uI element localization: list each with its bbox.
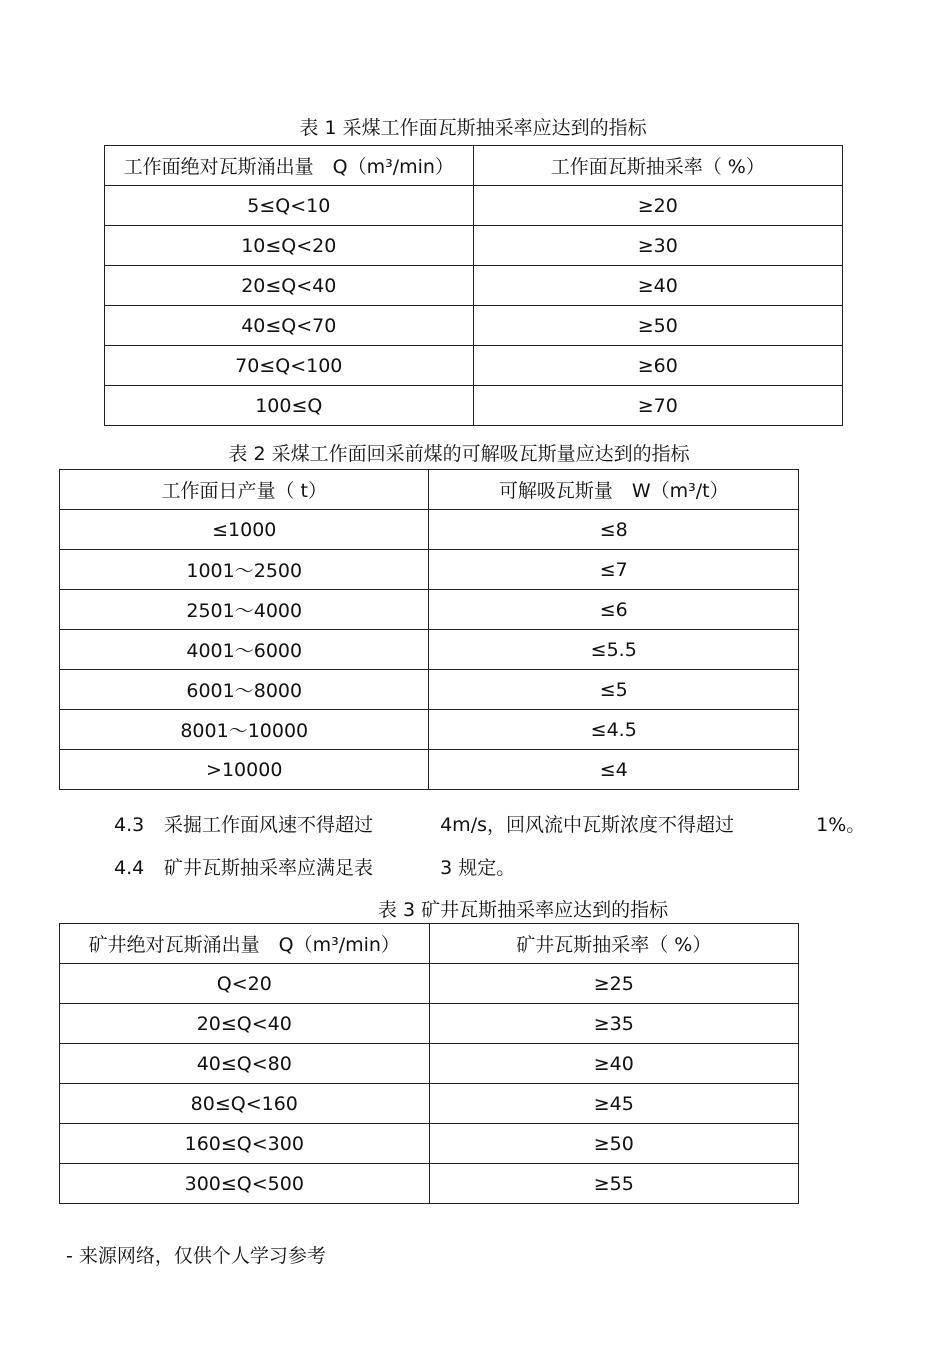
table-cell: ≥35 bbox=[429, 1004, 798, 1044]
table-cell: 70≤Q<100 bbox=[105, 346, 474, 386]
paragraph-4-4 bbox=[114, 853, 515, 880]
table-header-row bbox=[105, 146, 843, 186]
table-cell: 20≤Q<40 bbox=[105, 266, 474, 306]
table-cell: ≥25 bbox=[429, 964, 798, 1004]
para-number: 4.4 bbox=[114, 857, 145, 879]
table-header-row bbox=[60, 924, 799, 964]
table-cell: 300≤Q<500 bbox=[60, 1164, 430, 1204]
table-row bbox=[60, 510, 799, 550]
table-row bbox=[60, 1124, 799, 1164]
column-header: 工作面瓦斯抽采率（ %） bbox=[473, 146, 842, 186]
table-row bbox=[60, 670, 799, 710]
table-cell: ≥45 bbox=[429, 1084, 798, 1124]
table-cell: 6001～8000 bbox=[60, 670, 429, 710]
table-cell: ≥50 bbox=[429, 1124, 798, 1164]
table1 bbox=[104, 145, 843, 426]
table-row bbox=[60, 710, 799, 750]
table-cell: 40≤Q<80 bbox=[60, 1044, 430, 1084]
table-cell: ≤7 bbox=[429, 550, 799, 590]
table-cell: ≥70 bbox=[473, 386, 842, 426]
table-cell: ≤4.5 bbox=[429, 710, 799, 750]
table-row bbox=[60, 1084, 799, 1124]
table-row bbox=[105, 306, 843, 346]
table-cell: 20≤Q<40 bbox=[60, 1004, 430, 1044]
column-header: 工作面日产量（ t） bbox=[60, 470, 429, 510]
para-number: 4.3 bbox=[114, 814, 145, 836]
table-row bbox=[60, 550, 799, 590]
table-cell: ≤4 bbox=[429, 750, 799, 790]
table-cell: ≤5.5 bbox=[429, 630, 799, 670]
table2 bbox=[59, 469, 799, 790]
column-header: 可解吸瓦斯量 W（m³/t） bbox=[429, 470, 799, 510]
table2-caption: 表 2 采煤工作面回采前煤的可解吸瓦斯量应达到的指标 bbox=[228, 443, 690, 465]
table3 bbox=[59, 923, 799, 1204]
table-cell: ≤5 bbox=[429, 670, 799, 710]
table-cell: 2501～4000 bbox=[60, 590, 429, 630]
table-row bbox=[105, 186, 843, 226]
column-header: 工作面绝对瓦斯涌出量 Q（m³/min） bbox=[105, 146, 474, 186]
table-row bbox=[105, 386, 843, 426]
table-row bbox=[60, 1004, 799, 1044]
table-row bbox=[60, 590, 799, 630]
table-row bbox=[105, 226, 843, 266]
table-row bbox=[60, 630, 799, 670]
table-row bbox=[105, 346, 843, 386]
column-header: 矿井绝对瓦斯涌出量 Q（m³/min） bbox=[60, 924, 430, 964]
para-text: 1%。 bbox=[816, 814, 866, 836]
table-row bbox=[60, 750, 799, 790]
table-cell: 5≤Q<10 bbox=[105, 186, 474, 226]
para-text: 采掘工作面风速不得超过 bbox=[164, 814, 374, 836]
table-cell: ≥40 bbox=[429, 1044, 798, 1084]
table-cell: 4001～6000 bbox=[60, 630, 429, 670]
table-header-row bbox=[60, 470, 799, 510]
table-cell: ≤8 bbox=[429, 510, 799, 550]
table-cell: ≥40 bbox=[473, 266, 842, 306]
table-cell: 100≤Q bbox=[105, 386, 474, 426]
table-row bbox=[60, 1044, 799, 1084]
table-cell: ≥50 bbox=[473, 306, 842, 346]
table-cell: ≤1000 bbox=[60, 510, 429, 550]
table-cell: 40≤Q<70 bbox=[105, 306, 474, 346]
table-row bbox=[60, 1164, 799, 1204]
table-cell: ≥30 bbox=[473, 226, 842, 266]
table-row bbox=[105, 266, 843, 306]
table-cell: 160≤Q<300 bbox=[60, 1124, 430, 1164]
table1-caption: 表 1 采煤工作面瓦斯抽采率应达到的指标 bbox=[299, 117, 647, 139]
table-cell: ≥55 bbox=[429, 1164, 798, 1204]
table-cell: ≤6 bbox=[429, 590, 799, 630]
paragraph-4-3 bbox=[114, 810, 865, 837]
para-text: 4m/s，回风流中瓦斯浓度不得超过 bbox=[440, 814, 734, 836]
table-cell: 80≤Q<160 bbox=[60, 1084, 430, 1124]
table-cell: ≥20 bbox=[473, 186, 842, 226]
table-cell: >10000 bbox=[60, 750, 429, 790]
table-cell: ≥60 bbox=[473, 346, 842, 386]
footer-note: - 来源网络，仅供个人学习参考 bbox=[66, 1245, 326, 1267]
table3-caption: 表 3 矿井瓦斯抽采率应达到的指标 bbox=[377, 899, 669, 921]
table-cell: 8001～10000 bbox=[60, 710, 429, 750]
para-text: 3 规定。 bbox=[440, 857, 516, 879]
table-cell: Q<20 bbox=[60, 964, 430, 1004]
column-header: 矿井瓦斯抽采率（ %） bbox=[429, 924, 798, 964]
table-cell: 1001～2500 bbox=[60, 550, 429, 590]
para-text: 矿井瓦斯抽采率应满足表 bbox=[164, 857, 374, 879]
table-cell: 10≤Q<20 bbox=[105, 226, 474, 266]
table-row bbox=[60, 964, 799, 1004]
